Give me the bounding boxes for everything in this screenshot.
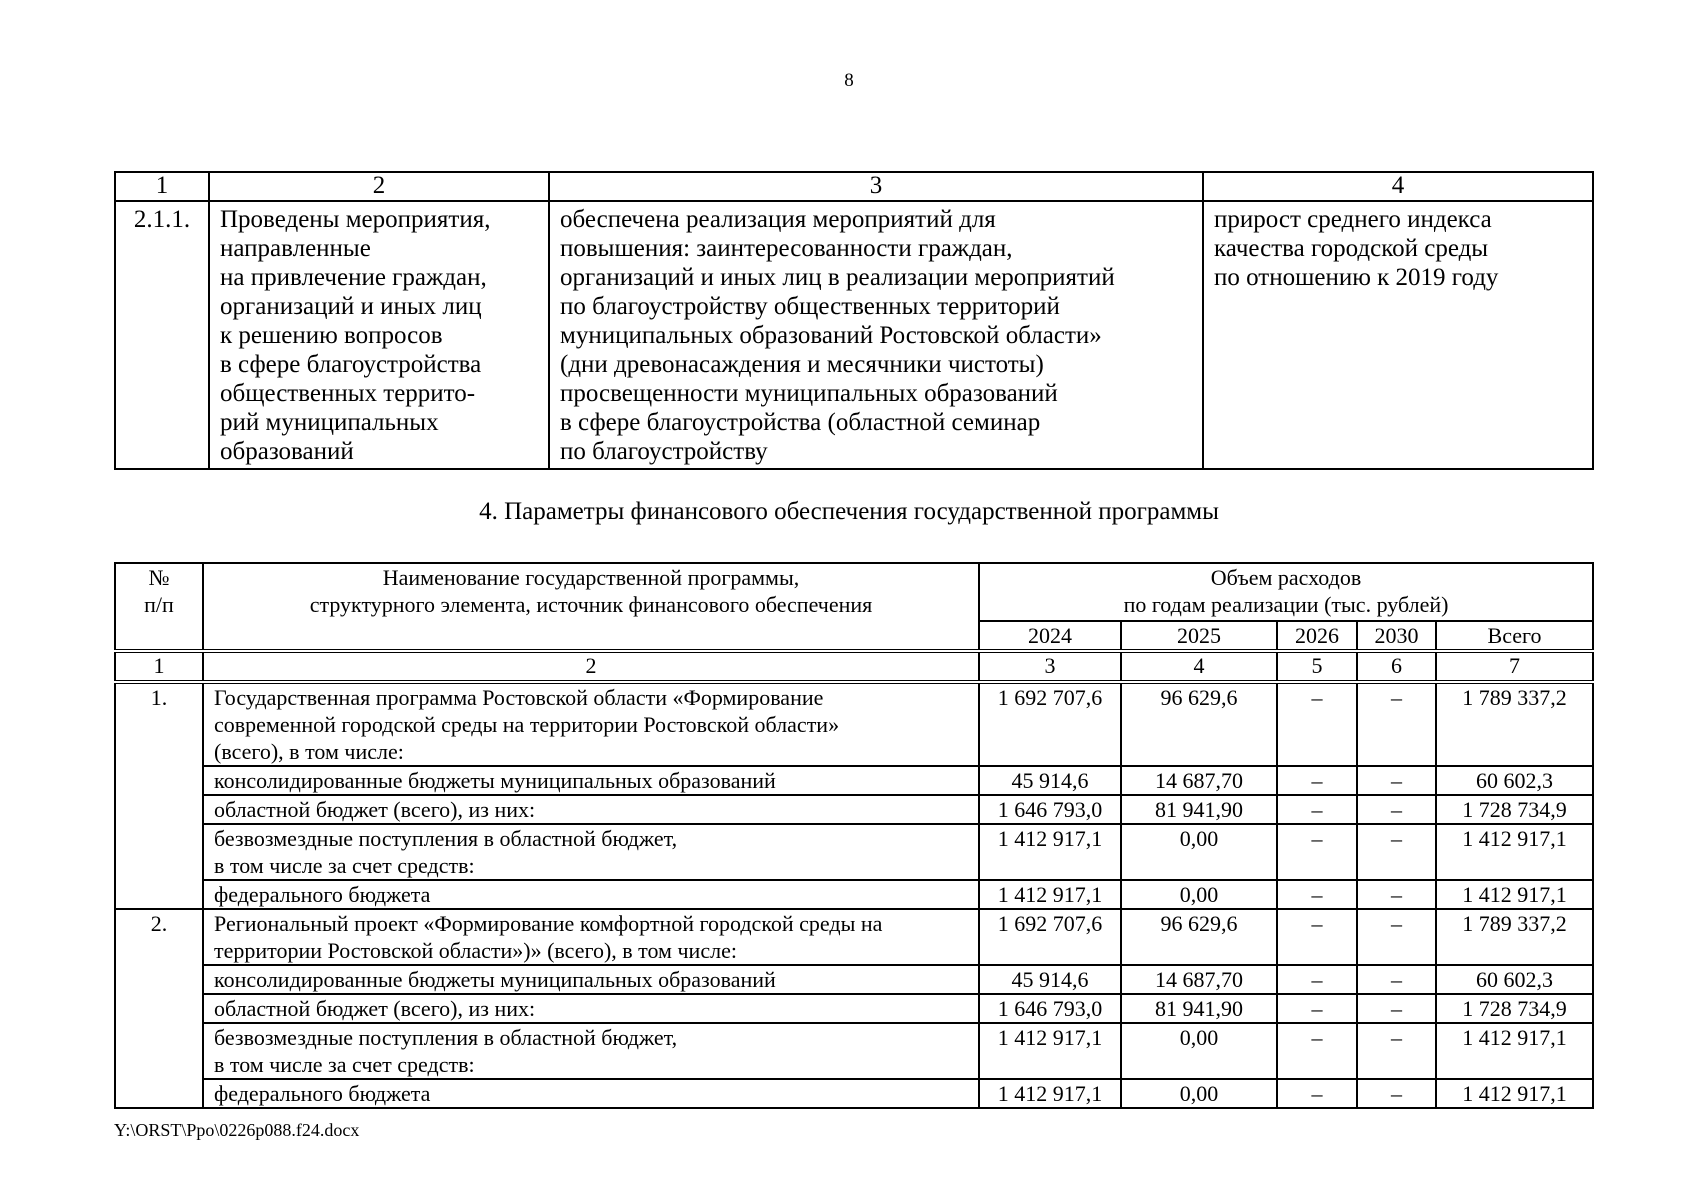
amount-cell: 1 412 917,1: [1436, 1079, 1593, 1108]
table-row: [115, 201, 1593, 469]
amount-cell: 1 412 917,1: [1436, 880, 1593, 909]
finance-source-name: консолидированные бюджеты муниципальных образований: [203, 766, 979, 795]
table-row: [115, 965, 1593, 994]
table-row: [115, 909, 1593, 965]
column-number: 4: [1121, 651, 1277, 682]
table-row: [115, 1023, 1593, 1079]
header-cell: 4: [1203, 172, 1593, 201]
amount-cell: –: [1357, 965, 1436, 994]
measure-task: Проведены мероприятия, направленные на привлечение граждан, организаций и иных лиц к решению вопросов в сфере благоустройства общественных террито- рий муниципальных образований: [209, 201, 549, 469]
amount-cell: –: [1277, 994, 1357, 1023]
measure-result: обеспечена реализация мероприятий для повышения: заинтересованности граждан, организаций и иных лиц в реализации мероприятий по благоустройству общественных территорий муниципальных образований Ростовской области» (дни древонасаждения и месячники чистоты) просвещенности муниципальных образований в сфере благоустройства (областной семинар по благоустройству: [549, 201, 1203, 469]
amount-cell: –: [1277, 1079, 1357, 1108]
amount-cell: 0,00: [1121, 824, 1277, 880]
amount-cell: –: [1357, 880, 1436, 909]
amount-cell: 1 412 917,1: [979, 880, 1121, 909]
year-2024: 2024: [979, 621, 1121, 651]
year-2026: 2026: [1277, 621, 1357, 651]
table-row: [115, 1079, 1593, 1108]
amount-cell: 96 629,6: [1121, 682, 1277, 766]
amount-cell: 81 941,90: [1121, 994, 1277, 1023]
row-number: 1.: [115, 682, 203, 909]
amount-cell: 81 941,90: [1121, 795, 1277, 824]
measures-table-header: [115, 172, 1593, 201]
column-number: 7: [1436, 651, 1593, 682]
amount-cell: 1 789 337,2: [1436, 909, 1593, 965]
amount-cell: –: [1277, 1023, 1357, 1079]
finance-source-name: Государственная программа Ростовской области «Формирование современной городской среды на территории Ростовской области» (всего), в том числе:: [203, 682, 979, 766]
finance-source-name: областной бюджет (всего), из них:: [203, 795, 979, 824]
amount-cell: 60 602,3: [1436, 766, 1593, 795]
amount-cell: –: [1357, 994, 1436, 1023]
amount-cell: 0,00: [1121, 1079, 1277, 1108]
column-number: 2: [203, 651, 979, 682]
measure-indicator: прирост среднего индекса качества городской среды по отношению к 2019 году: [1203, 201, 1593, 469]
amount-cell: –: [1357, 682, 1436, 766]
header-cell: 2: [209, 172, 549, 201]
finance-table: [114, 562, 1594, 1109]
amount-cell: 1 789 337,2: [1436, 682, 1593, 766]
header-number: № п/п: [115, 563, 203, 651]
amount-cell: –: [1357, 824, 1436, 880]
year-2030: 2030: [1357, 621, 1436, 651]
amount-cell: –: [1277, 880, 1357, 909]
table-row: [115, 795, 1593, 824]
finance-source-name: федерального бюджета: [203, 880, 979, 909]
table-row: [115, 880, 1593, 909]
amount-cell: –: [1277, 795, 1357, 824]
row-number: 2.1.1.: [115, 201, 209, 469]
page-number: 8: [844, 70, 854, 91]
year-total: Всего: [1436, 621, 1593, 651]
amount-cell: –: [1357, 795, 1436, 824]
amount-cell: –: [1357, 909, 1436, 965]
amount-cell: 1 412 917,1: [979, 1023, 1121, 1079]
column-number: 5: [1277, 651, 1357, 682]
amount-cell: 14 687,70: [1121, 766, 1277, 795]
row-number: 2.: [115, 909, 203, 1108]
amount-cell: 1 412 917,1: [979, 1079, 1121, 1108]
amount-cell: –: [1357, 1079, 1436, 1108]
finance-table-body: [115, 682, 1593, 1108]
table-row: [115, 682, 1593, 766]
header-cell: 3: [549, 172, 1203, 201]
column-number: 1: [115, 651, 203, 682]
amount-cell: –: [1277, 965, 1357, 994]
amount-cell: 45 914,6: [979, 766, 1121, 795]
finance-source-name: федерального бюджета: [203, 1079, 979, 1108]
amount-cell: –: [1277, 682, 1357, 766]
column-number: 3: [979, 651, 1121, 682]
amount-cell: 14 687,70: [1121, 965, 1277, 994]
amount-cell: 1 692 707,6: [979, 909, 1121, 965]
finance-source-name: безвозмездные поступления в областной бюджет, в том числе за счет средств:: [203, 1023, 979, 1079]
table-row: [115, 994, 1593, 1023]
amount-cell: 1 646 793,0: [979, 795, 1121, 824]
finance-source-name: безвозмездные поступления в областной бюджет, в том числе за счет средств:: [203, 824, 979, 880]
amount-cell: 1 412 917,1: [979, 824, 1121, 880]
amount-cell: –: [1277, 909, 1357, 965]
header-cell: 1: [115, 172, 209, 201]
amount-cell: 0,00: [1121, 880, 1277, 909]
amount-cell: 1 412 917,1: [1436, 1023, 1593, 1079]
amount-cell: 1 692 707,6: [979, 682, 1121, 766]
amount-cell: 60 602,3: [1436, 965, 1593, 994]
table-row: [115, 824, 1593, 880]
finance-source-name: областной бюджет (всего), из них:: [203, 994, 979, 1023]
measures-table: [114, 171, 1594, 470]
amount-cell: 1 728 734,9: [1436, 994, 1593, 1023]
amount-cell: 45 914,6: [979, 965, 1121, 994]
header-volume: Объем расходов по годам реализации (тыс. рублей): [979, 563, 1593, 621]
finance-source-name: консолидированные бюджеты муниципальных образований: [203, 965, 979, 994]
year-2025: 2025: [1121, 621, 1277, 651]
amount-cell: 96 629,6: [1121, 909, 1277, 965]
amount-cell: 1 728 734,9: [1436, 795, 1593, 824]
column-numbers-row: [115, 651, 1593, 682]
finance-source-name: Региональный проект «Формирование комфортной городской среды на территории Ростовской области»)» (всего), в том числе:: [203, 909, 979, 965]
header-name: Наименование государственной программы, структурного элемента, источник финансового обеспечения: [203, 563, 979, 651]
amount-cell: 1 646 793,0: [979, 994, 1121, 1023]
table-row: [115, 766, 1593, 795]
amount-cell: 0,00: [1121, 1023, 1277, 1079]
amount-cell: –: [1357, 1023, 1436, 1079]
amount-cell: –: [1357, 766, 1436, 795]
amount-cell: 1 412 917,1: [1436, 824, 1593, 880]
amount-cell: –: [1277, 824, 1357, 880]
finance-header-row: [115, 563, 1593, 621]
section-title: 4. Параметры финансового обеспечения государственной программы: [479, 498, 1219, 525]
amount-cell: –: [1277, 766, 1357, 795]
column-number: 6: [1357, 651, 1436, 682]
footer-file-path: Y:\ORST\Ppo\0226p088.f24.docx: [114, 1120, 360, 1140]
